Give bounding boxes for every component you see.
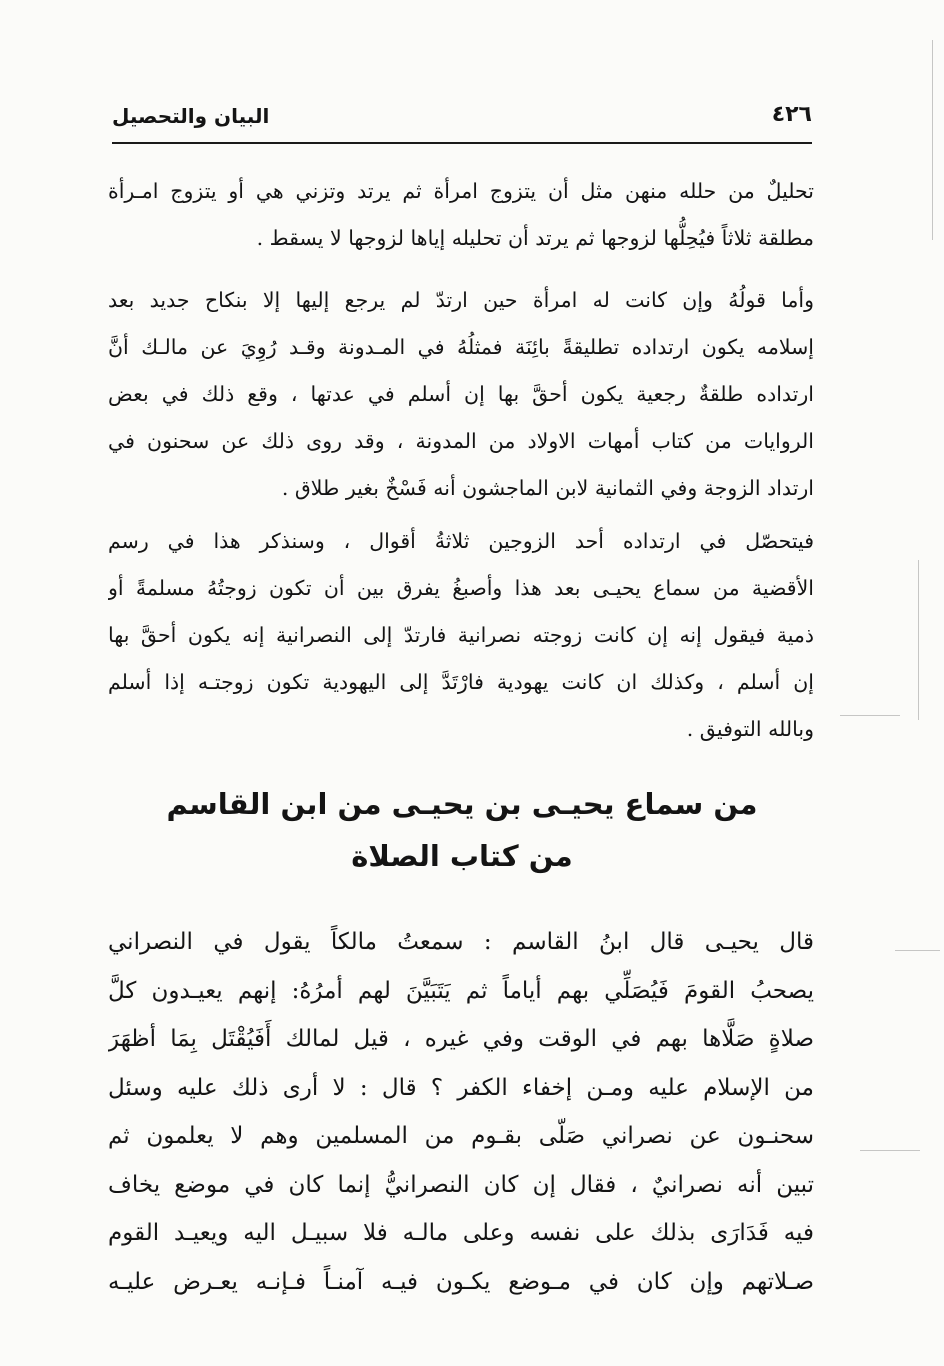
text-line: ارتداد الزوجة وفي الثمانية لابن الماجشون أنه فَسْخٌ بغير طلاق . bbox=[281, 476, 814, 500]
section-heading-line-1: من سماع يحيـى بن يحيـى من ابن القاسم bbox=[166, 787, 758, 821]
text-line: إسلامه يكون ارتداده تطليقةً بائِنَة فمثلُهُ في المـدونة وقـد رُوِيَ عن مالـك أنَّ bbox=[108, 335, 814, 359]
text-line: الأقضية من سماع يحيـى بعد هذا وأصبغُ يفرق بين أن تكون زوجتُهُ مسلمةً أو bbox=[108, 576, 814, 600]
text-line: فيتحصّل في ارتداده أحد الزوجين ثلاثةُ أقوال ، وسنذكر هذا في رسم bbox=[108, 529, 814, 553]
text-line: ارتداده طلقةٌ رجعية يكون أحقَّ بها إن أسلم في عدتها ، وقع ذلك في بعض bbox=[108, 382, 814, 406]
paragraph-3 bbox=[108, 518, 814, 753]
scan-artifact bbox=[918, 560, 919, 720]
running-title: البيان والتحصيل bbox=[112, 104, 270, 128]
text-line: صلاةٍ صَلَّاها بهم في الوقت وفي غيره ، قيل لمالك أَفَيُقْتَل بِمَا أظهَرَ bbox=[108, 1026, 814, 1052]
section-heading-line-2: من كتاب الصلاة bbox=[351, 839, 573, 873]
header-rule bbox=[112, 142, 812, 144]
paragraph-2 bbox=[108, 277, 814, 512]
text-line: وبالله التوفيق . bbox=[686, 717, 814, 741]
scan-artifact bbox=[860, 1150, 920, 1151]
text-line: ذمية فيقول إنه إن كانت زوجته نصرانية فارتدّ إلى النصرانية إنه يكون أحقَّ بها bbox=[108, 623, 814, 647]
scan-artifact bbox=[895, 950, 940, 951]
text-line: سحنـون عن نصراني صَلّى بقـوم من المسلمين وهم لا يعلمون ثم bbox=[108, 1123, 814, 1149]
paragraph-4 bbox=[108, 918, 814, 1306]
scan-artifact bbox=[840, 715, 900, 716]
text-line: فيه فَدَارَى بذلك على نفسه وعلى مالـه فلا سبيـل اليه ويعيـد القوم bbox=[108, 1220, 814, 1246]
text-line: الروايات من كتاب أمهات الاولاد من المدونة ، وقد روى ذلك عن سحنون في bbox=[108, 429, 814, 453]
paragraph-1 bbox=[108, 168, 814, 262]
text-line: إن أسلم ، وكذلك ان كانت يهودية فارْتَدَّ إلى اليهودية تكون زوجتـه إذا أسلم bbox=[108, 670, 814, 694]
text-line: قال يحيـى قال ابنُ القاسم : سمعتُ مالكاً يقول في النصراني bbox=[108, 929, 814, 955]
text-line: وأما قولُهُ وإن كانت له امرأة حين ارتدّ لم يرجع إليها إلا بنكاح جديد بعد bbox=[108, 288, 814, 312]
page-header bbox=[112, 98, 812, 144]
page-number: ٤٢٦ bbox=[771, 102, 812, 127]
text-line: صـلاتهم وإن كان في مـوضع يكـون فيـه آمنـاً فـإنـه يعـرض عليـه bbox=[108, 1268, 814, 1295]
scan-artifact bbox=[932, 40, 933, 240]
text-line: مطلقة ثلاثاً فيُحِلُّها لزوجها ثم يرتد أن تحليله إياها لزوجها لا يسقط . bbox=[256, 226, 814, 250]
text-line: تحليلٌ من حلله منهن مثل أن يتزوج امرأة ثم يرتد وتزني هي أو يتزوج امـرأة bbox=[108, 179, 814, 203]
text-line: من الإسلام عليه ومـن إخفاء الكفر ؟ قال : لا أرى ذلك عليه وسئل bbox=[108, 1074, 814, 1101]
text-line: تبين أنه نصرانيٌ ، فقال إن كان النصرانيُّ إنما كان في موضع يخاف bbox=[108, 1171, 814, 1198]
section-heading bbox=[112, 778, 812, 882]
text-line: يصحبُ القومَ فَيُصَلِّي بهم أياماً ثم يَتَبَيَّنَ لهم أمرُهُ: إنهم يعيـدون كلَّ bbox=[108, 977, 814, 1004]
